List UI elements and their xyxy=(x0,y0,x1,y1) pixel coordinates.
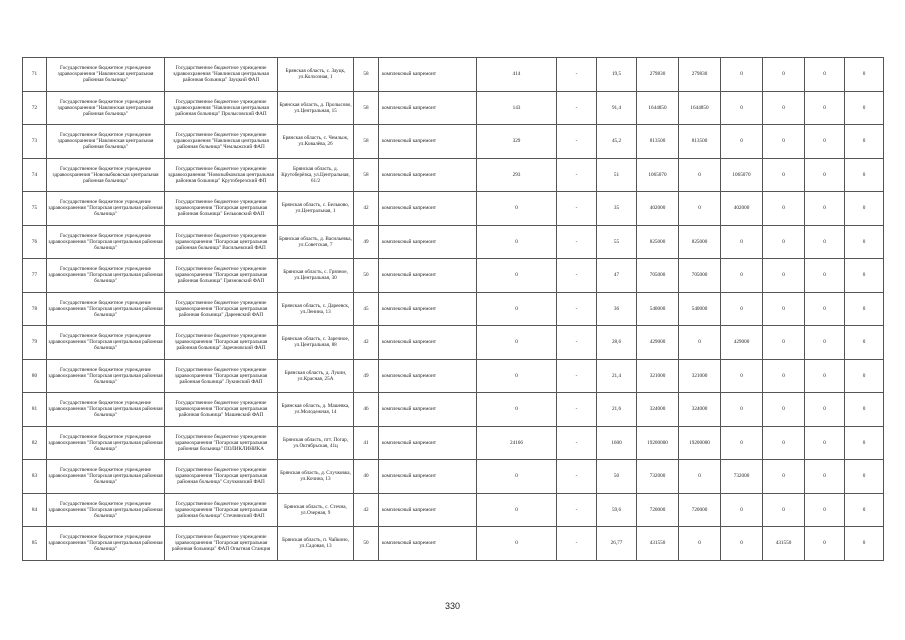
area-cell: 21,6 xyxy=(597,393,637,427)
cost-year-5-cell: 0 xyxy=(845,359,884,393)
column-7-cell: - xyxy=(557,91,597,125)
cost-year-1-cell: 825000 xyxy=(679,225,721,259)
total-cost-cell: 19200000 xyxy=(637,426,679,460)
wear-percent-cell: 58 xyxy=(354,125,379,159)
cost-year-2-cell: 0 xyxy=(721,125,763,159)
cost-year-4-cell: 0 xyxy=(805,393,845,427)
column-6-cell: 0 xyxy=(477,527,557,561)
cost-year-3-cell: 0 xyxy=(763,460,805,494)
wear-percent-cell: 58 xyxy=(354,158,379,192)
wear-percent-cell: 42 xyxy=(354,493,379,527)
organization-cell: Государственное бюджетное учреждение здравоохранения "Погарская центральная районная больница" xyxy=(47,225,165,259)
row-number-cell: 73 xyxy=(23,125,47,159)
column-7-cell: - xyxy=(557,393,597,427)
area-cell: 28,6 xyxy=(597,326,637,360)
cost-year-2-cell: 0 xyxy=(721,393,763,427)
cost-year-5-cell: 0 xyxy=(845,527,884,561)
repair-type-cell: комплексный капремонт xyxy=(379,125,477,159)
row-number-cell: 78 xyxy=(23,292,47,326)
cost-year-4-cell: 0 xyxy=(805,91,845,125)
cost-year-3-cell: 0 xyxy=(763,125,805,159)
address-cell: Брянская область, с. Зауцк, ул.Колхозная, 1 xyxy=(278,58,354,92)
row-number-cell: 80 xyxy=(23,359,47,393)
cost-year-4-cell: 0 xyxy=(805,192,845,226)
area-cell: 45,2 xyxy=(597,125,637,159)
address-cell: Брянская область, д. Машевка, ул.Молодежная, 14 xyxy=(278,393,354,427)
cost-year-2-cell: 429000 xyxy=(721,326,763,360)
repair-type-cell: комплексный капремонт xyxy=(379,192,477,226)
cost-year-4-cell: 0 xyxy=(805,158,845,192)
column-7-cell: - xyxy=(557,58,597,92)
address-cell: Брянская область, д. Васильевка, ул.Советская, 7 xyxy=(278,225,354,259)
wear-percent-cell: 50 xyxy=(354,259,379,293)
table-row xyxy=(23,460,884,494)
column-7-cell: - xyxy=(557,292,597,326)
organization-cell: Государственное бюджетное учреждение здравоохранения "Погарская центральная районная больница" xyxy=(47,426,165,460)
facility-cell: Государственное бюджетное учреждение здравоохранения "Навлинская центральная районная больница" Зауцкий ФАП xyxy=(165,58,278,92)
wear-percent-cell: 42 xyxy=(354,192,379,226)
repair-type-cell: комплексный капремонт xyxy=(379,58,477,92)
cost-year-5-cell: 0 xyxy=(845,493,884,527)
facility-cell: Государственное бюджетное учреждение здравоохранения "Погарская центральная районная больница" Заречновский ФАП xyxy=(165,326,278,360)
row-number-cell: 75 xyxy=(23,192,47,226)
wear-percent-cell: 49 xyxy=(354,359,379,393)
facility-cell: Государственное бюджетное учреждение здравоохранения "Погарская центральная районная больница" Бельковский ФАП xyxy=(165,192,278,226)
cost-year-2-cell: 0 xyxy=(721,91,763,125)
facility-cell: Государственное бюджетное учреждение здравоохранения "Навлинская центральная районная больница" Чемлыжский ФАП xyxy=(165,125,278,159)
address-cell: Брянская область, с. Дареевск, ул.Ленина, 13 xyxy=(278,292,354,326)
row-number-cell: 74 xyxy=(23,158,47,192)
cost-year-3-cell: 0 xyxy=(763,393,805,427)
cost-year-2-cell: 0 xyxy=(721,493,763,527)
repair-type-cell: комплексный капремонт xyxy=(379,326,477,360)
organization-cell: Государственное бюджетное учреждение здравоохранения "Погарская центральная районная больница" xyxy=(47,359,165,393)
cost-year-5-cell: 0 xyxy=(845,58,884,92)
column-6-cell: 0 xyxy=(477,225,557,259)
cost-year-4-cell: 0 xyxy=(805,292,845,326)
capital-repair-table xyxy=(22,57,884,561)
cost-year-5-cell: 0 xyxy=(845,225,884,259)
row-number-cell: 79 xyxy=(23,326,47,360)
area-cell: 55 xyxy=(597,225,637,259)
table-row xyxy=(23,393,884,427)
total-cost-cell: 540000 xyxy=(637,292,679,326)
cost-year-5-cell: 0 xyxy=(845,326,884,360)
cost-year-4-cell: 0 xyxy=(805,58,845,92)
cost-year-5-cell: 0 xyxy=(845,91,884,125)
cost-year-1-cell: 19200000 xyxy=(679,426,721,460)
cost-year-4-cell: 0 xyxy=(805,426,845,460)
cost-year-3-cell: 0 xyxy=(763,225,805,259)
address-cell: Брянская область, с. Стечна, ул.Озерная, 9 xyxy=(278,493,354,527)
column-6-cell: 0 xyxy=(477,292,557,326)
repair-type-cell: комплексный капремонт xyxy=(379,292,477,326)
cost-year-2-cell: 0 xyxy=(721,58,763,92)
total-cost-cell: 429000 xyxy=(637,326,679,360)
column-7-cell: - xyxy=(557,158,597,192)
area-cell: 59,6 xyxy=(597,493,637,527)
cost-year-1-cell: 813500 xyxy=(679,125,721,159)
row-number-cell: 82 xyxy=(23,426,47,460)
organization-cell: Государственное бюджетное учреждение здравоохранения "Погарская центральная районная больница" xyxy=(47,326,165,360)
row-number-cell: 72 xyxy=(23,91,47,125)
column-6-cell: 0 xyxy=(477,393,557,427)
cost-year-1-cell: 0 xyxy=(679,326,721,360)
facility-cell: Государственное бюджетное учреждение здравоохранения "Навлинская центральная районная больница" Пролысовский ФАП xyxy=(165,91,278,125)
cost-year-4-cell: 0 xyxy=(805,493,845,527)
wear-percent-cell: 45 xyxy=(354,292,379,326)
organization-cell: Государственное бюджетное учреждение здравоохранения "Погарская центральная районная больница" xyxy=(47,292,165,326)
total-cost-cell: 1644850 xyxy=(637,91,679,125)
facility-cell: Государственное бюджетное учреждение здравоохранения "Погарская центральная районная больница" ПОЛИКЛИНИКА xyxy=(165,426,278,460)
cost-year-5-cell: 0 xyxy=(845,426,884,460)
column-7-cell: - xyxy=(557,460,597,494)
repair-type-cell: комплексный капремонт xyxy=(379,493,477,527)
page-number: 330 xyxy=(444,601,461,611)
address-cell: Брянская область, п. Чайкино, ул.Садовая, 13 xyxy=(278,527,354,561)
wear-percent-cell: 42 xyxy=(354,326,379,360)
cost-year-1-cell: 540000 xyxy=(679,292,721,326)
total-cost-cell: 732000 xyxy=(637,460,679,494)
area-cell: 47 xyxy=(597,259,637,293)
cost-year-5-cell: 0 xyxy=(845,192,884,226)
total-cost-cell: 1065070 xyxy=(637,158,679,192)
cost-year-2-cell: 0 xyxy=(721,225,763,259)
table-row xyxy=(23,125,884,159)
column-6-cell: 329 xyxy=(477,125,557,159)
table-row xyxy=(23,259,884,293)
cost-year-2-cell: 0 xyxy=(721,527,763,561)
total-cost-cell: 279830 xyxy=(637,58,679,92)
row-number-cell: 71 xyxy=(23,58,47,92)
table-row xyxy=(23,58,884,92)
table-row xyxy=(23,91,884,125)
cost-year-1-cell: 0 xyxy=(679,527,721,561)
column-6-cell: 0 xyxy=(477,460,557,494)
address-cell: Брянская область, с. Чемлыж, ул.Ковалёва, 26 xyxy=(278,125,354,159)
cost-year-4-cell: 0 xyxy=(805,125,845,159)
column-6-cell: 0 xyxy=(477,259,557,293)
facility-cell: Государственное бюджетное учреждение здравоохранения "Новозыбковская центральная районная больница" Крутоберезский ФП xyxy=(165,158,278,192)
area-cell: 21,4 xyxy=(597,359,637,393)
cost-year-3-cell: 0 xyxy=(763,326,805,360)
repair-type-cell: комплексный капремонт xyxy=(379,359,477,393)
address-cell: Брянская область, с. Заречное, ул.Центральная, 88 xyxy=(278,326,354,360)
facility-cell: Государственное бюджетное учреждение здравоохранения "Погарская центральная районная больница" Случковский ФАП xyxy=(165,460,278,494)
repair-type-cell: комплексный капремонт xyxy=(379,225,477,259)
total-cost-cell: 431550 xyxy=(637,527,679,561)
column-6-cell: 0 xyxy=(477,493,557,527)
organization-cell: Государственное бюджетное учреждение здравоохранения "Новозыбковская центральная районная больница" xyxy=(47,158,165,192)
area-cell: 50 xyxy=(597,460,637,494)
column-7-cell: - xyxy=(557,326,597,360)
row-number-cell: 83 xyxy=(23,460,47,494)
facility-cell: Государственное бюджетное учреждение здравоохранения "Погарская центральная районная больница" Грязновский ФАП xyxy=(165,259,278,293)
area-cell: 26,77 xyxy=(597,527,637,561)
facility-cell: Государственное бюджетное учреждение здравоохранения "Погарская центральная районная больница" Дареевский ФАП xyxy=(165,292,278,326)
column-6-cell: 143 xyxy=(477,91,557,125)
cost-year-1-cell: 0 xyxy=(679,460,721,494)
column-6-cell: 293 xyxy=(477,158,557,192)
cost-year-3-cell: 431550 xyxy=(763,527,805,561)
organization-cell: Государственное бюджетное учреждение здравоохранения "Погарская центральная районная больница" xyxy=(47,393,165,427)
cost-year-3-cell: 0 xyxy=(763,426,805,460)
column-6-cell: 24166 xyxy=(477,426,557,460)
total-cost-cell: 825000 xyxy=(637,225,679,259)
repair-type-cell: комплексный капремонт xyxy=(379,393,477,427)
total-cost-cell: 402000 xyxy=(637,192,679,226)
column-7-cell: - xyxy=(557,493,597,527)
total-cost-cell: 705000 xyxy=(637,259,679,293)
cost-year-1-cell: 324000 xyxy=(679,393,721,427)
cost-year-5-cell: 0 xyxy=(845,292,884,326)
table-row xyxy=(23,493,884,527)
cost-year-3-cell: 0 xyxy=(763,259,805,293)
wear-percent-cell: 40 xyxy=(354,460,379,494)
cost-year-2-cell: 0 xyxy=(721,292,763,326)
cost-year-4-cell: 0 xyxy=(805,460,845,494)
organization-cell: Государственное бюджетное учреждение здравоохранения "Погарская центральная районная больница" xyxy=(47,527,165,561)
cost-year-4-cell: 0 xyxy=(805,225,845,259)
table-body xyxy=(23,58,884,561)
cost-year-4-cell: 0 xyxy=(805,527,845,561)
total-cost-cell: 321000 xyxy=(637,359,679,393)
cost-year-1-cell: 0 xyxy=(679,192,721,226)
cost-year-5-cell: 0 xyxy=(845,393,884,427)
cost-year-2-cell: 732000 xyxy=(721,460,763,494)
cost-year-5-cell: 0 xyxy=(845,259,884,293)
table-row xyxy=(23,192,884,226)
column-7-cell: - xyxy=(557,125,597,159)
address-cell: Брянская область, д. Случковка, ул.Кочина, 13 xyxy=(278,460,354,494)
cost-year-1-cell: 0 xyxy=(679,158,721,192)
column-6-cell: 0 xyxy=(477,192,557,226)
facility-cell: Государственное бюджетное учреждение здравоохранения "Погарская центральная районная больница" ФАП Опытная Станция xyxy=(165,527,278,561)
organization-cell: Государственное бюджетное учреждение здравоохранения "Навлинская центральная районная больница" xyxy=(47,58,165,92)
column-7-cell: - xyxy=(557,259,597,293)
repair-type-cell: комплексный капремонт xyxy=(379,158,477,192)
cost-year-2-cell: 0 xyxy=(721,359,763,393)
cost-year-3-cell: 0 xyxy=(763,292,805,326)
repair-type-cell: комплексный капремонт xyxy=(379,460,477,494)
column-7-cell: - xyxy=(557,359,597,393)
row-number-cell: 76 xyxy=(23,225,47,259)
table-row xyxy=(23,359,884,393)
cost-year-5-cell: 0 xyxy=(845,158,884,192)
column-7-cell: - xyxy=(557,527,597,561)
address-cell: Брянская область, д. Крутоберёзка, ул.Центральная, 61/2 xyxy=(278,158,354,192)
cost-year-2-cell: 0 xyxy=(721,426,763,460)
organization-cell: Государственное бюджетное учреждение здравоохранения "Погарская центральная районная больница" xyxy=(47,192,165,226)
repair-type-cell: комплексный капремонт xyxy=(379,259,477,293)
address-cell: Брянская область, д. Пролысово, ул.Центральная, 15 xyxy=(278,91,354,125)
cost-year-5-cell: 0 xyxy=(845,125,884,159)
total-cost-cell: 324000 xyxy=(637,393,679,427)
table-row xyxy=(23,158,884,192)
address-cell: Брянская область, пгт. Погар, ул.Октябрьская, 41ц xyxy=(278,426,354,460)
cost-year-4-cell: 0 xyxy=(805,359,845,393)
row-number-cell: 85 xyxy=(23,527,47,561)
table-row xyxy=(23,426,884,460)
cost-year-3-cell: 0 xyxy=(763,58,805,92)
cost-year-4-cell: 0 xyxy=(805,326,845,360)
table-row xyxy=(23,527,884,561)
repair-type-cell: комплексный капремонт xyxy=(379,91,477,125)
cost-year-1-cell: 720000 xyxy=(679,493,721,527)
facility-cell: Государственное бюджетное учреждение здравоохранения "Погарская центральная районная больница" Лукинский ФАП xyxy=(165,359,278,393)
cost-year-1-cell: 321000 xyxy=(679,359,721,393)
address-cell: Брянская область, с. Бельково, ул.Центральная, 1 xyxy=(278,192,354,226)
area-cell: 1600 xyxy=(597,426,637,460)
row-number-cell: 77 xyxy=(23,259,47,293)
table-row xyxy=(23,225,884,259)
wear-percent-cell: 49 xyxy=(354,225,379,259)
wear-percent-cell: 41 xyxy=(354,426,379,460)
facility-cell: Государственное бюджетное учреждение здравоохранения "Погарская центральная районная больница" Стечнянский ФАП xyxy=(165,493,278,527)
cost-year-5-cell: 0 xyxy=(845,460,884,494)
organization-cell: Государственное бюджетное учреждение здравоохранения "Навлинская центральная районная больница" xyxy=(47,125,165,159)
area-cell: 19,5 xyxy=(597,58,637,92)
wear-percent-cell: 58 xyxy=(354,91,379,125)
cost-year-1-cell: 705000 xyxy=(679,259,721,293)
cost-year-4-cell: 0 xyxy=(805,259,845,293)
repair-type-cell: комплексный капремонт xyxy=(379,527,477,561)
wear-percent-cell: 50 xyxy=(354,527,379,561)
total-cost-cell: 720000 xyxy=(637,493,679,527)
organization-cell: Государственное бюджетное учреждение здравоохранения "Погарская центральная районная больница" xyxy=(47,460,165,494)
total-cost-cell: 813500 xyxy=(637,125,679,159)
column-6-cell: 0 xyxy=(477,359,557,393)
column-6-cell: 0 xyxy=(477,326,557,360)
area-cell: 35 xyxy=(597,192,637,226)
table-row xyxy=(23,292,884,326)
facility-cell: Государственное бюджетное учреждение здравоохранения "Погарская центральная районная больница" Васильевский ФАП xyxy=(165,225,278,259)
cost-year-2-cell: 1065070 xyxy=(721,158,763,192)
area-cell: 91,4 xyxy=(597,91,637,125)
cost-year-3-cell: 0 xyxy=(763,192,805,226)
repair-type-cell: комплексный капремонт xyxy=(379,426,477,460)
column-7-cell: - xyxy=(557,225,597,259)
organization-cell: Государственное бюджетное учреждение здравоохранения "Погарская центральная районная больница" xyxy=(47,493,165,527)
cost-year-3-cell: 0 xyxy=(763,359,805,393)
address-cell: Брянская область, с. Грязное, ул.Центральная, 30 xyxy=(278,259,354,293)
wear-percent-cell: 58 xyxy=(354,58,379,92)
organization-cell: Государственное бюджетное учреждение здравоохранения "Погарская центральная районная больница" xyxy=(47,259,165,293)
cost-year-3-cell: 0 xyxy=(763,91,805,125)
cost-year-1-cell: 1644850 xyxy=(679,91,721,125)
row-number-cell: 84 xyxy=(23,493,47,527)
column-7-cell: - xyxy=(557,192,597,226)
cost-year-2-cell: 0 xyxy=(721,259,763,293)
cost-year-3-cell: 0 xyxy=(763,158,805,192)
address-cell: Брянская область, д. Лукин, ул.Красная, 25А xyxy=(278,359,354,393)
cost-year-2-cell: 402000 xyxy=(721,192,763,226)
area-cell: 51 xyxy=(597,158,637,192)
cost-year-3-cell: 0 xyxy=(763,493,805,527)
cost-year-1-cell: 279830 xyxy=(679,58,721,92)
column-6-cell: 414 xyxy=(477,58,557,92)
organization-cell: Государственное бюджетное учреждение здравоохранения "Навлинская центральная районная больница" xyxy=(47,91,165,125)
facility-cell: Государственное бюджетное учреждение здравоохранения "Погарская центральная районная больница" Машевский ФАП xyxy=(165,393,278,427)
area-cell: 36 xyxy=(597,292,637,326)
wear-percent-cell: 46 xyxy=(354,393,379,427)
table-row xyxy=(23,326,884,360)
row-number-cell: 81 xyxy=(23,393,47,427)
column-7-cell: - xyxy=(557,426,597,460)
